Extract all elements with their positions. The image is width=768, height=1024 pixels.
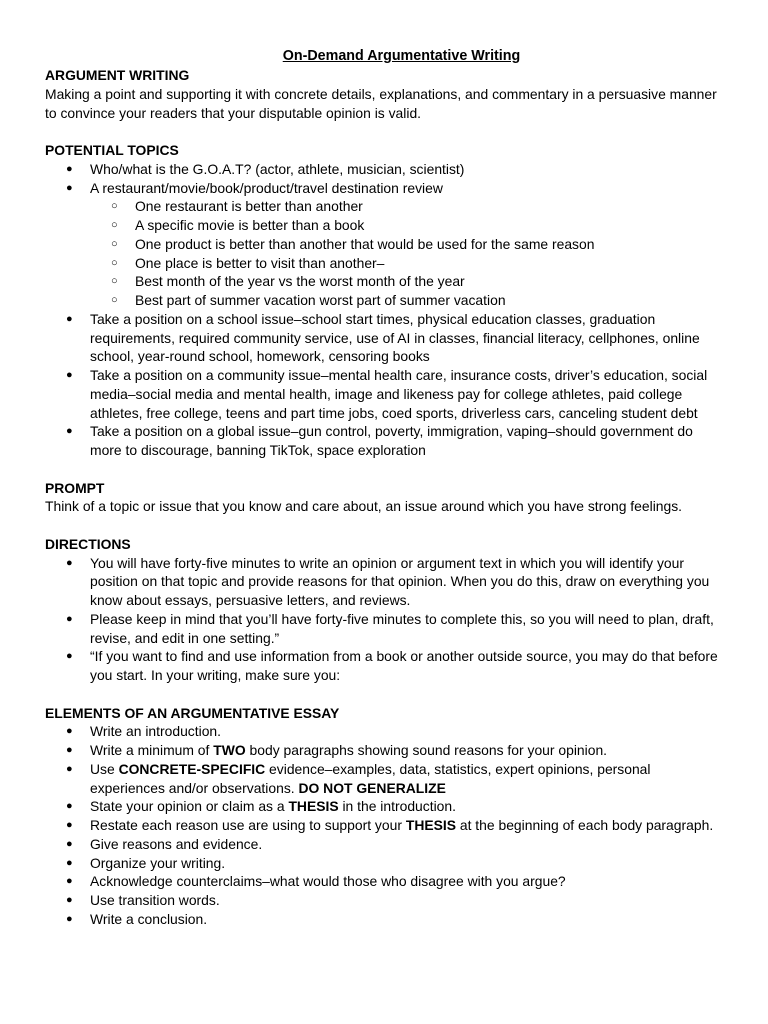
- sub-list-item: [90, 272, 728, 291]
- list-item: [45, 910, 728, 929]
- bullet-icon: ●: [66, 837, 73, 850]
- list-item-text: Take a position on a community issue–mental health care, insurance costs, driver’s education, social media–social media and mental health, image and likeness pay for college athletes, paid college athletes, free college, teens and part time jobs, coed sports, driverless cars, canceling student debt: [90, 367, 708, 421]
- hollow-bullet-icon: ○: [111, 200, 118, 213]
- list-item: [45, 816, 728, 835]
- list-item-text: “If you want to find and use information from a book or another outside source, you may do that before you start. In your writing, make sure you:: [90, 648, 718, 683]
- list-item: [45, 422, 728, 460]
- list-item: [45, 366, 728, 422]
- list-item-text: A restaurant/movie/book/product/travel destination review: [90, 179, 443, 196]
- emphasis-text: TWO: [213, 742, 246, 758]
- bullet-icon: ●: [66, 800, 73, 813]
- list-item: [45, 741, 728, 760]
- bullet-icon: ●: [66, 650, 73, 663]
- sub-list-item: [90, 235, 728, 254]
- list-item: [45, 854, 728, 873]
- emphasis-text: CONCRETE-SPECIFIC: [118, 760, 266, 777]
- bullet-icon: ●: [66, 912, 73, 925]
- list-item: [45, 554, 728, 610]
- list-item: [45, 160, 728, 179]
- emphasis-text-warning: DO NOT GENERALIZE: [298, 779, 446, 796]
- sub-list-item: [90, 216, 728, 235]
- list-item-text-post: body paragraphs showing sound reasons for your opinion.: [245, 742, 608, 758]
- bullet-icon: ●: [66, 181, 73, 194]
- sub-list-item-text: One restaurant is better than another: [135, 198, 363, 215]
- argument-writing-definition: Making a point and supporting it with concrete details, explanations, and commentary in a persuasive manner to convince your readers that your disputable opinion is valid.: [45, 85, 717, 121]
- list-item-text: Write a conclusion.: [90, 910, 208, 927]
- list-item: [45, 891, 728, 910]
- list-item: [45, 310, 728, 366]
- sub-list-item: [90, 197, 728, 216]
- section-heading-elements: ELEMENTS OF AN ARGUMENTATIVE ESSAY: [45, 704, 340, 721]
- emphasis-text: THESIS: [288, 798, 339, 815]
- bullet-icon: ●: [66, 856, 73, 869]
- hollow-bullet-icon: ○: [111, 275, 118, 288]
- section-heading-directions: DIRECTIONS: [45, 535, 131, 552]
- sub-list-item: [90, 254, 728, 273]
- directions-list: [45, 554, 728, 685]
- sub-list-item-text: Best part of summer vacation worst part of summer vacation: [135, 292, 506, 308]
- list-item-text: Acknowledge counterclaims–what would those who disagree with you argue?: [90, 873, 566, 890]
- bullet-icon: ●: [66, 725, 73, 738]
- list-item-text: Take a position on a global issue–gun control, poverty, immigration, vaping–should government do more to discourage, banning TikTok, space exploration: [90, 423, 693, 458]
- list-item-text: Give reasons and evidence.: [90, 835, 263, 852]
- bullet-icon: ●: [66, 425, 73, 438]
- bullet-icon: ●: [66, 762, 73, 775]
- list-item-text-post: evidence–examples, data, statistics, expert opinions, personal experiences and/or observations.: [90, 760, 651, 796]
- bullet-icon: ●: [66, 875, 73, 888]
- potential-topics-list: [45, 160, 728, 460]
- spacer: [45, 516, 728, 535]
- essay-elements-list: [45, 722, 728, 928]
- list-item-text: Use transition words.: [90, 892, 220, 908]
- list-item-text: Who/what is the G.O.A.T? (actor, athlete, musician, scientist): [90, 160, 465, 177]
- list-item: [45, 647, 728, 685]
- prompt-text: Think of a topic or issue that you know and care about, an issue around which you have strong feelings.: [45, 498, 683, 515]
- list-item: [45, 760, 728, 798]
- section-heading-potential-topics: POTENTIAL TOPICS: [45, 142, 179, 158]
- list-item: [45, 835, 728, 854]
- spacer: [45, 122, 728, 141]
- bullet-icon: ●: [66, 369, 73, 381]
- bullet-icon: ●: [66, 162, 73, 175]
- emphasis-text: THESIS: [405, 817, 456, 833]
- hollow-bullet-icon: ○: [111, 237, 118, 250]
- list-item: [45, 797, 728, 816]
- spacer: [45, 460, 728, 479]
- list-item-text: Organize your writing.: [90, 854, 226, 871]
- sub-list-item-text: Best month of the year vs the worst month of the year: [135, 273, 465, 290]
- list-item-text: Write an introduction.: [90, 723, 221, 740]
- bullet-icon: ●: [66, 819, 73, 831]
- list-item-text: Take a position on a school issue–school start times, physical education classes, graduation requirements, required community service, use of AI in classes, financial literacy, cellphones, online school, year-round school, homework, censoring books: [90, 310, 700, 365]
- list-item-text-post: in the introduction.: [338, 798, 456, 815]
- list-item-text: You will have forty-five minutes to write an opinion or argument text in which you will identify your position on that topic and provide reasons for that opinion. When you do this, draw on everything you know about essays, persuasive letters, and reviews.: [90, 554, 710, 608]
- section-heading-argument-writing: ARGUMENT WRITING: [45, 67, 190, 83]
- list-item: [45, 179, 728, 310]
- hollow-bullet-icon: ○: [111, 256, 118, 269]
- list-item-text: Please keep in mind that you’ll have forty-five minutes to complete this, so you will need to plan, draft, revise, and edit in one setting.”: [90, 610, 714, 646]
- list-item-text-post: at the beginning of each body paragraph.: [456, 817, 714, 833]
- document-title: On-Demand Argumentative Writing: [282, 48, 521, 64]
- list-item: [45, 610, 728, 648]
- list-item-text-pre: Restate each reason use are using to support your: [90, 817, 406, 833]
- list-item: [45, 722, 728, 741]
- sub-list-item-text: A specific movie is better than a book: [135, 217, 365, 233]
- sub-list-item-text: One product is better than another that would be used for the same reason: [135, 235, 595, 252]
- spacer: [45, 685, 728, 704]
- bullet-icon: ●: [66, 894, 73, 906]
- bullet-icon: ●: [66, 612, 73, 625]
- list-item-text-pre: Write a minimum of: [90, 742, 214, 758]
- hollow-bullet-icon: ○: [111, 219, 118, 231]
- section-heading-prompt: PROMPT: [45, 479, 105, 496]
- sub-list-item-text: One place is better to visit than another–: [135, 254, 385, 271]
- hollow-bullet-icon: ○: [111, 294, 118, 306]
- bullet-icon: ●: [66, 312, 73, 325]
- bullet-icon: ●: [66, 744, 73, 756]
- list-item-text-pre: Use: [90, 760, 119, 777]
- list-item: [45, 872, 728, 891]
- review-subtopics-list: [90, 197, 728, 310]
- sub-list-item: [90, 291, 728, 310]
- bullet-icon: ●: [66, 556, 73, 569]
- list-item-text-pre: State your opinion or claim as a: [90, 798, 289, 815]
